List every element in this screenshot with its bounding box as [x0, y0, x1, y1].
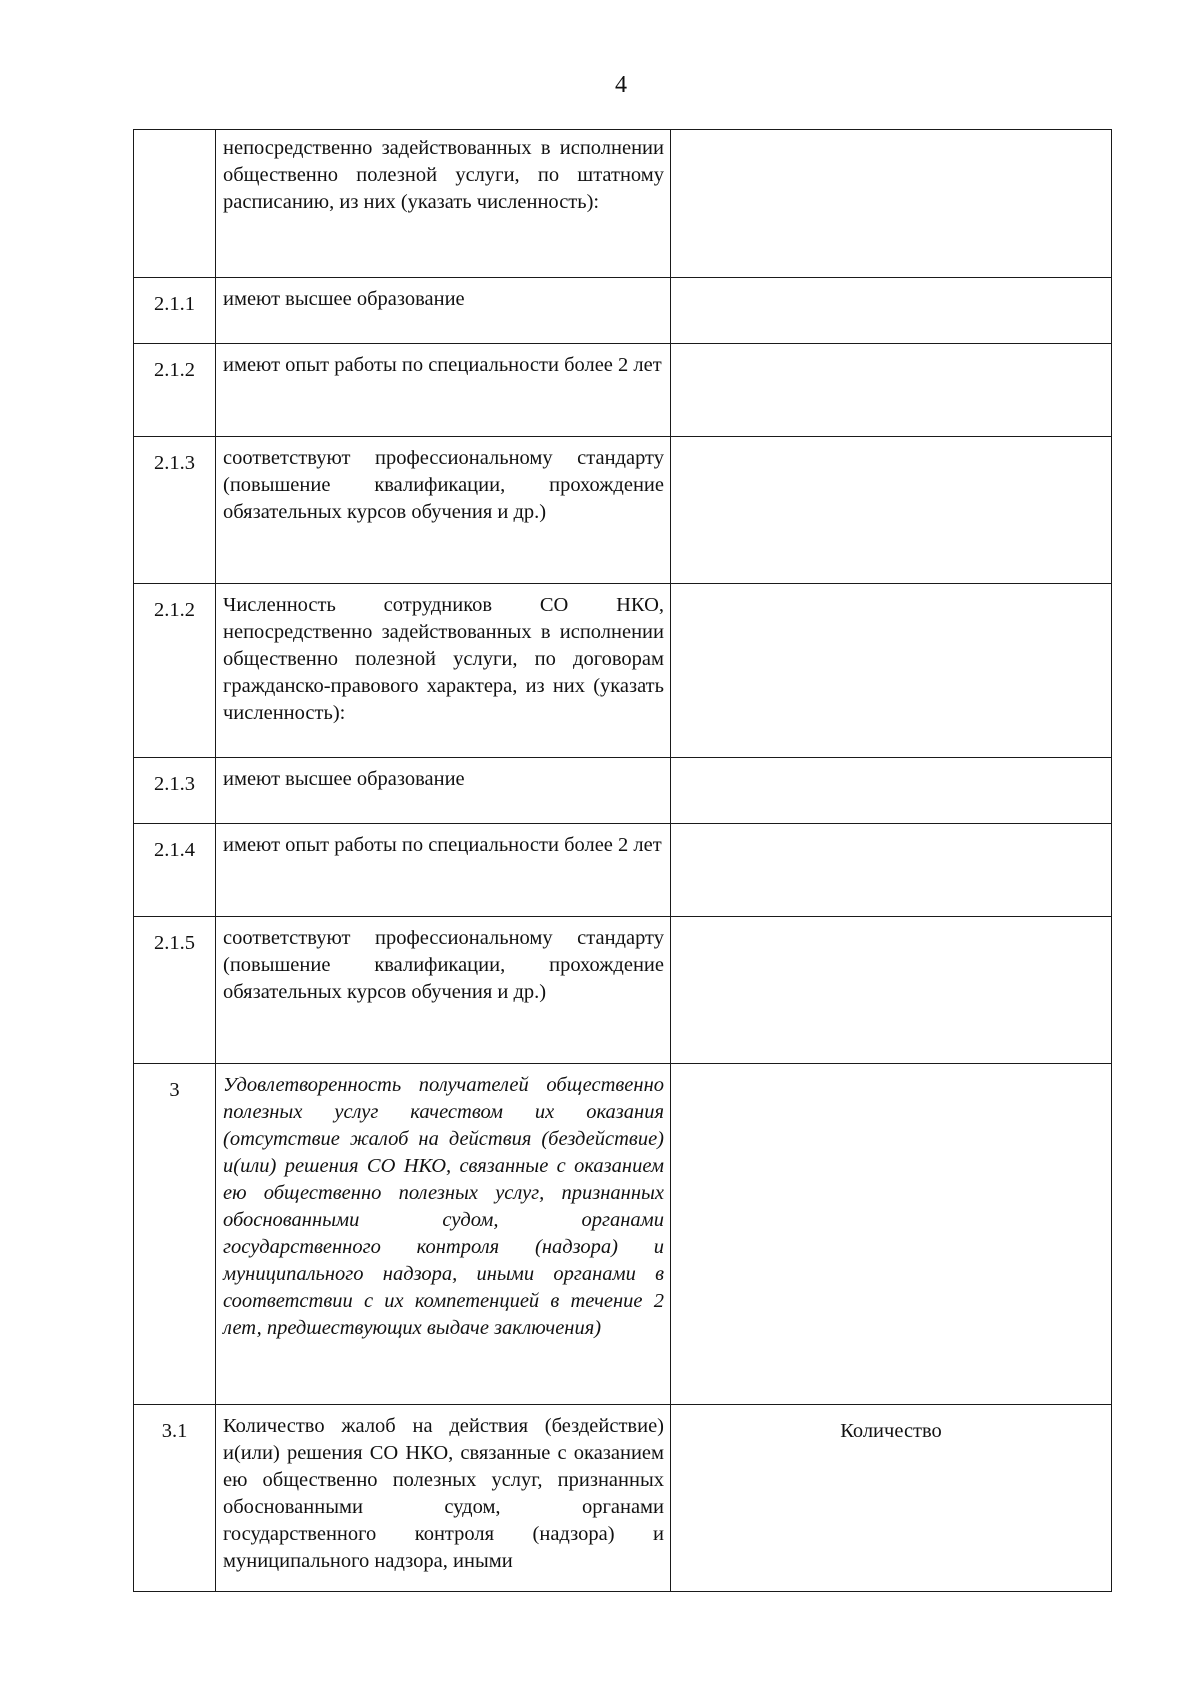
row-description	[216, 344, 671, 437]
row-description	[216, 278, 671, 344]
row-number: 2.1.2	[134, 344, 216, 437]
page-number: 4	[615, 72, 627, 98]
table-row	[134, 344, 1112, 437]
row-description	[216, 917, 671, 1064]
row-number	[134, 130, 216, 278]
row-description-text: имеют высшее образование	[223, 768, 465, 790]
row-number: 2.1.2	[134, 584, 216, 758]
criteria-table	[133, 129, 1112, 1592]
table-row	[134, 437, 1112, 584]
row-description-text: имеют опыт работы по специальности более 2 лет	[223, 354, 662, 376]
row-value	[671, 130, 1112, 278]
row-description-text: Удовлетворенность получателей общественно полезных услуг качеством их оказания (отсутствие жалоб на действия (бездействие) и(или) решения СО НКО, связанные с оказанием ею общественно полезных услуг, признанных обоснованными судом, органами государственного контроля (надзора) и муниципального надзора, иными органами в соответствии с их компетенцией в течение 2 лет, предшествующих выдаче заключения)	[223, 1074, 664, 1339]
row-value	[671, 278, 1112, 344]
row-number: 2.1.3	[134, 758, 216, 824]
row-value: Количество	[671, 1405, 1112, 1592]
row-description	[216, 758, 671, 824]
row-value	[671, 344, 1112, 437]
row-number: 2.1.3	[134, 437, 216, 584]
row-value	[671, 584, 1112, 758]
row-description	[216, 584, 671, 758]
row-description	[216, 437, 671, 584]
row-number: 3	[134, 1064, 216, 1405]
row-description	[216, 1064, 671, 1405]
row-value	[671, 758, 1112, 824]
row-number: 2.1.1	[134, 278, 216, 344]
row-description	[216, 1405, 671, 1592]
table-row	[134, 584, 1112, 758]
row-number: 2.1.4	[134, 824, 216, 917]
row-number: 2.1.5	[134, 917, 216, 1064]
row-value	[671, 1064, 1112, 1405]
row-description-text: имеют опыт работы по специальности более 2 лет	[223, 834, 662, 856]
row-description-text: Численность сотрудников СО НКО, непосредственно задействованных в исполнении общественно полезной услуги, по договорам гражданско-правового характера, из них (указать численность):	[223, 594, 664, 724]
table-row	[134, 758, 1112, 824]
row-description-text: непосредственно задействованных в исполнении общественно полезной услуги, по штатному расписанию, из них (указать численность):	[223, 137, 664, 213]
table-row	[134, 130, 1112, 278]
table-row	[134, 824, 1112, 917]
row-description-text: соответствуют профессиональному стандарту (повышение квалификации, прохождение обязательных курсов обучения и др.)	[223, 447, 664, 523]
row-description	[216, 824, 671, 917]
table-row	[134, 1405, 1112, 1592]
table-row	[134, 1064, 1112, 1405]
table-row	[134, 917, 1112, 1064]
row-description-text: соответствуют профессиональному стандарту (повышение квалификации, прохождение обязательных курсов обучения и др.)	[223, 927, 664, 1003]
row-value	[671, 824, 1112, 917]
row-description	[216, 130, 671, 278]
row-value	[671, 917, 1112, 1064]
row-value	[671, 437, 1112, 584]
row-description-text: имеют высшее образование	[223, 288, 465, 310]
table-row	[134, 278, 1112, 344]
row-description-text: Количество жалоб на действия (бездействие) и(или) решения СО НКО, связанные с оказанием ею общественно полезных услуг, признанных обоснованными судом, органами государственного контроля (надзора) и муниципального надзора, иными	[223, 1415, 664, 1572]
row-number: 3.1	[134, 1405, 216, 1592]
